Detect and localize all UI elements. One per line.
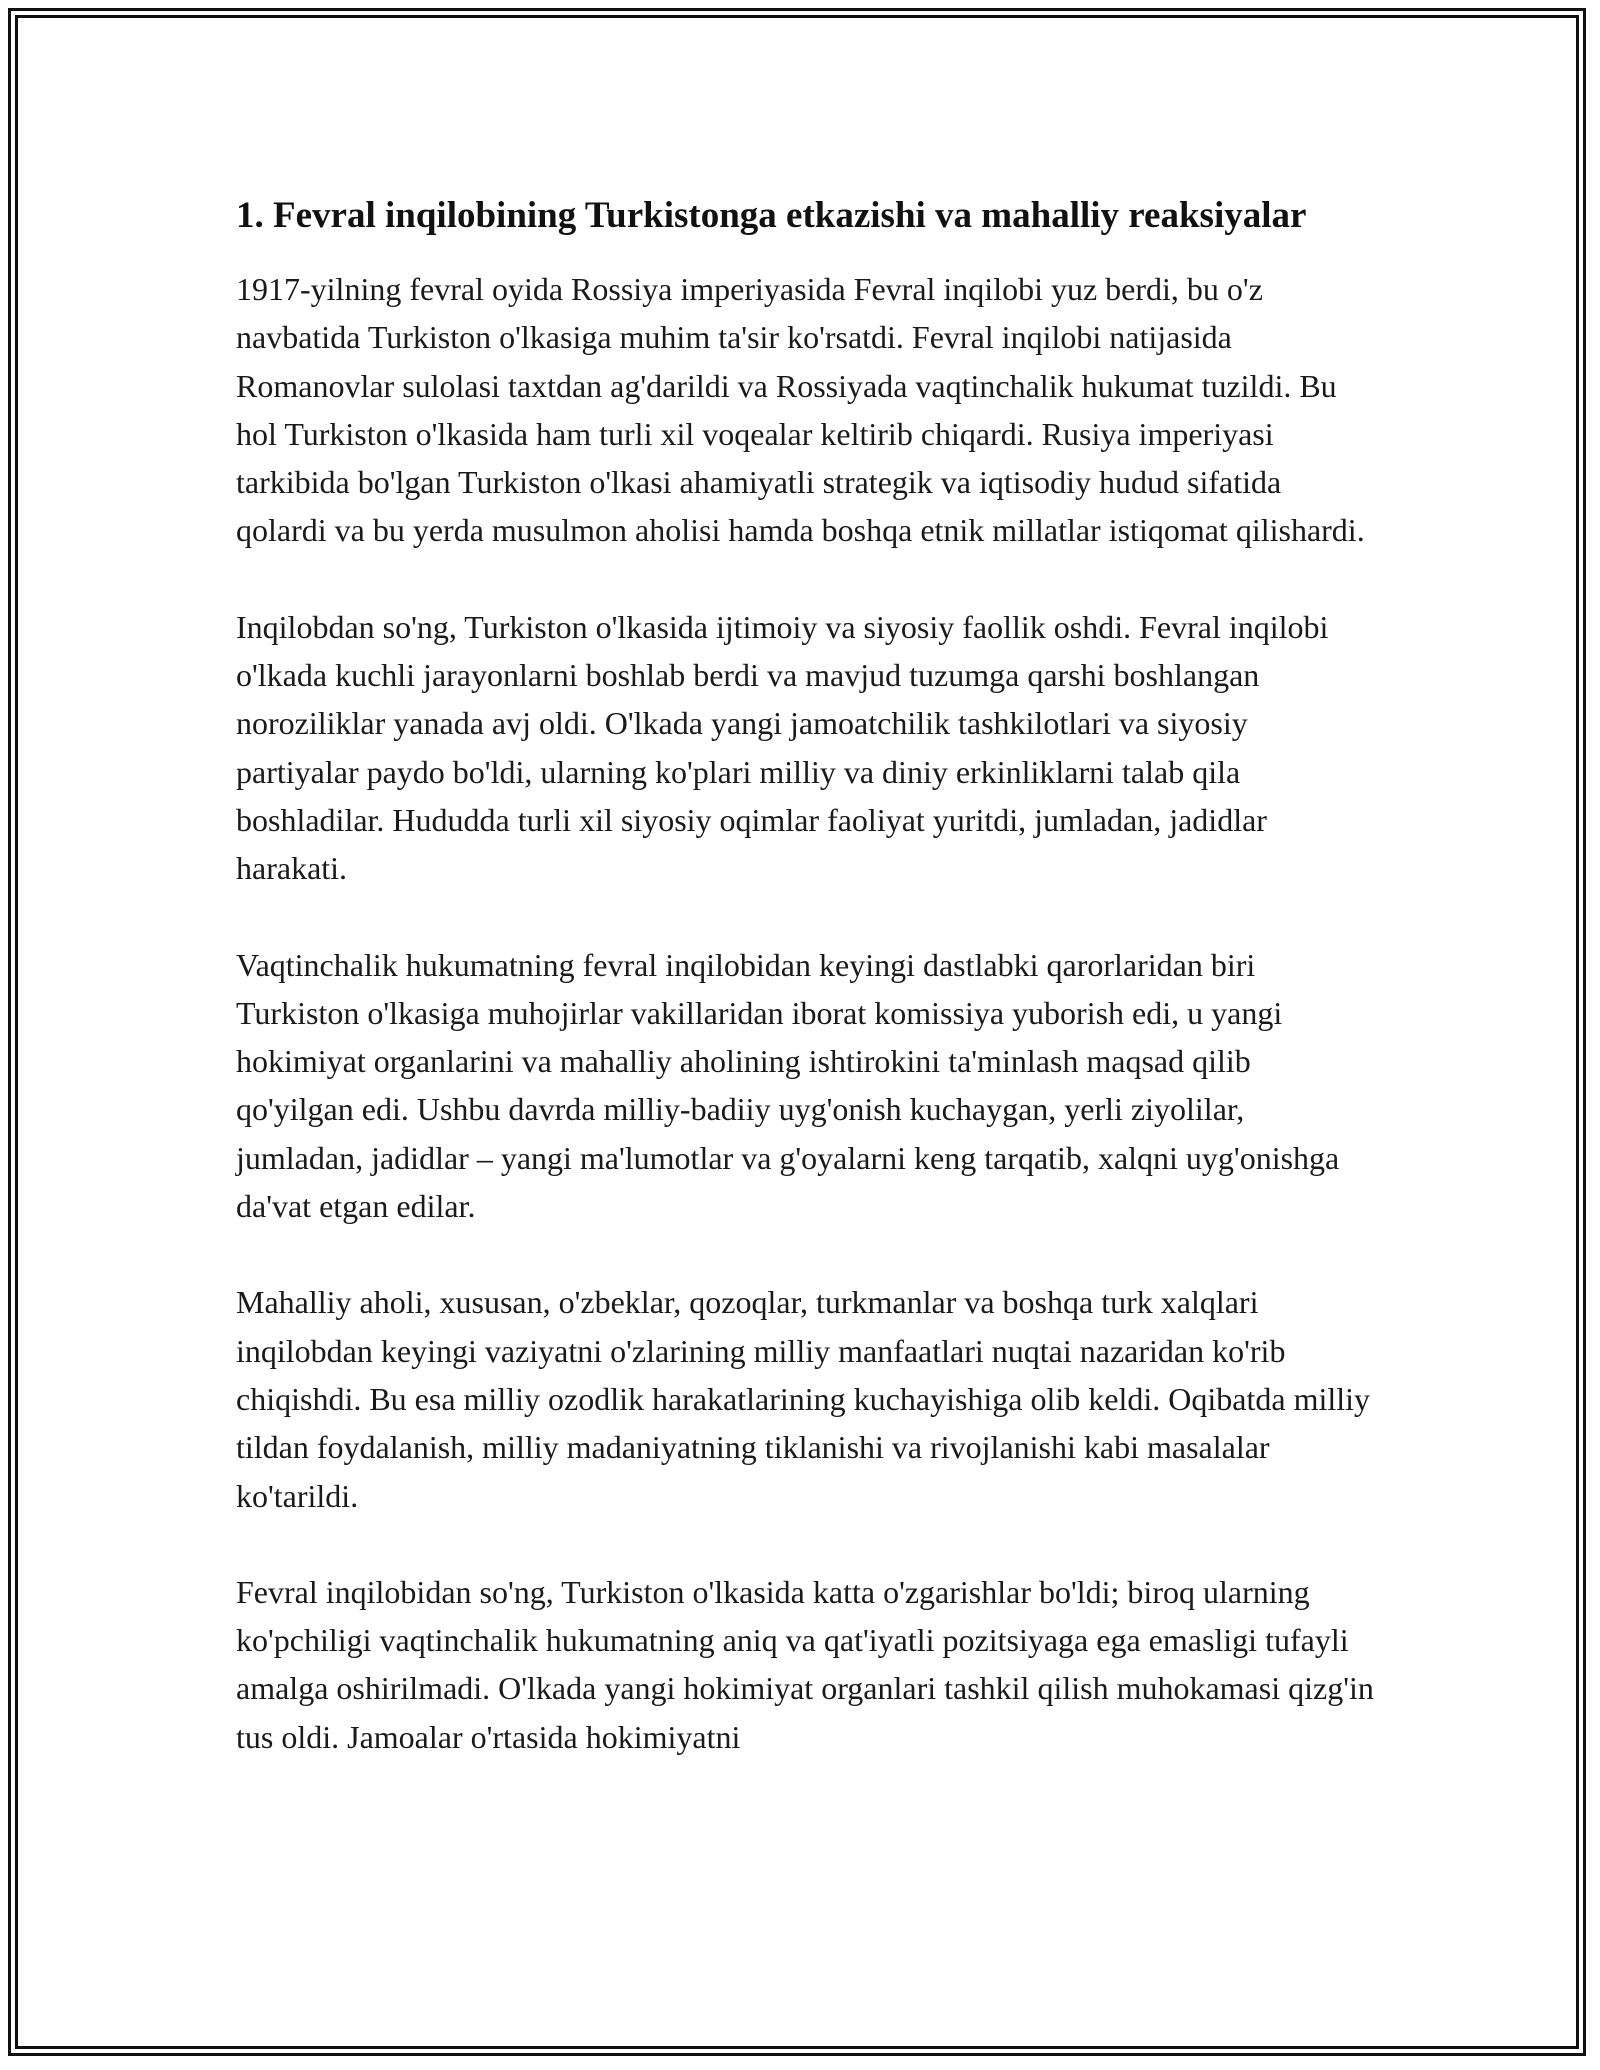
paragraph: Fevral inqilobidan so'ng, Turkiston o'lkasida katta o'zgarishlar bo'ldi; biroq ularning ko'pchiligi vaqtinchalik hukumatning aniq va qat'iyatli pozitsiyaga ega emasligi tufayli amalga oshirilmadi. O'lkada yangi hokimiyat organlari tashkil qilish muhokamasi qizg'in tus oldi. Jamoalar o'rtasida hokimiyatni — [236, 1573, 1374, 1755]
paragraph: Mahalliy aholi, xususan, o'zbeklar, qozoqlar, turkmanlar va boshqa turk xalqlari inqilobdan keyingi vaziyatni o'zlarining milliy manfaatlari nuqtai nazaridan ko'rib chiqishdi. Bu esa milliy ozodlik harakatlarining kuchayishiga olib keldi. Oqibatda milliy tildan foydalanish, milliy madaniyatning tiklanishi va rivojlanishi kabi masalalar ko'tarildi. — [236, 1284, 1371, 1514]
section-heading: 1. Fevral inqilobining Turkistonga etkazishi va mahalliy reaksiyalar — [236, 195, 1307, 236]
document-body — [236, 188, 1376, 1809]
paragraph: Vaqtinchalik hukumatning fevral inqilobidan keyingi dastlabki qarorlaridan biri Turkiston o'lkasiga muhojirlar vakillaridan iborat komissiya yuborish edi, u yangi hokimiyat organlarini va mahalliy aholining ishtirokini ta'minlash maqsad qilib qo'yilgan edi. Ushbu davrda milliy-badiiy uyg'onish kuchaygan, yerli ziyolilar, jumladan, jadidlar – yangi ma'lumotlar va g'oyalarni keng tarqatib, xalqni uyg'onishga da'vat etgan edilar. — [236, 946, 1340, 1225]
paragraph: 1917-yilning fevral oyida Rossiya imperiyasida Fevral inqilobi yuz berdi, bu o'z navbatida Turkiston o'lkasiga muhim ta'sir ko'rsatdi. Fevral inqilobi natijasida Romanovlar sulolasi taxtdan ag'darildi va Rossiyada vaqtinchalik hukumat tuzildi. Bu hol Turkiston o'lkasida ham turli xil voqealar keltirib chiqardi. Rusiya imperiyasi tarkibida bo'lgan Turkiston o'lkasi ahamiyatli strategik va iqtisodiy hudud sifatida qolardi va bu yerda musulmon aholisi hamda boshqa etnik millatlar istiqomat qilishardi. — [236, 271, 1365, 549]
paragraph: Inqilobdan so'ng, Turkiston o'lkasida ijtimoiy va siyosiy faollik oshdi. Fevral inqilobi o'lkada kuchli jarayonlarni boshlab berdi va mavjud tuzumga qarshi boshlangan noroziliklar yanada avj oldi. O'lkada yangi jamoatchilik tashkilotlari va siyosiy partiyalar paydo bo'ldi, ularning ko'plari milliy va diniy erkinliklarni talab qila boshladilar. Hududda turli xil siyosiy oqimlar faoliyat yuritdi, jumladan, jadidlar harakati. — [236, 608, 1329, 887]
